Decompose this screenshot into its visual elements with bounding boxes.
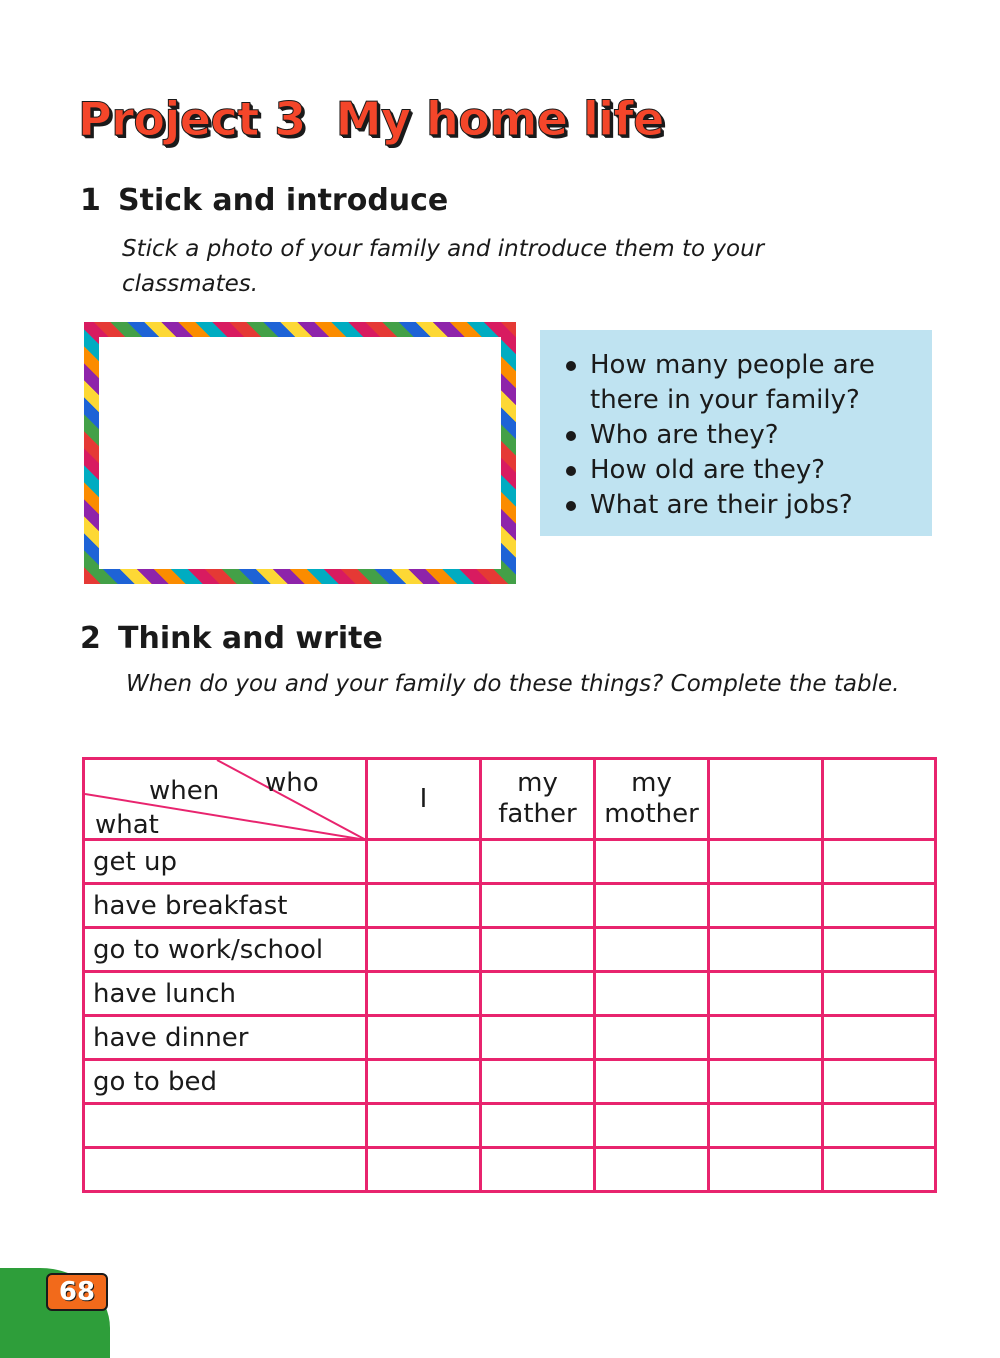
column-header: I [367,759,481,840]
section1-number: 1 [80,183,101,218]
answer-cell[interactable] [595,1016,709,1060]
column-header-text: my father [498,768,577,829]
table-row [84,1016,936,1060]
answer-cell[interactable] [595,840,709,884]
corner-who-label: who [265,768,319,798]
answer-cell[interactable] [709,840,823,884]
answer-cell[interactable] [367,1148,481,1192]
page-number: 68 [46,1273,108,1311]
answer-cell[interactable] [595,884,709,928]
activity-cell: go to work/school [84,928,367,972]
activity-cell: have breakfast [84,884,367,928]
answer-cell[interactable] [595,1104,709,1148]
answer-cell[interactable] [823,840,936,884]
activity-cell: get up [84,840,367,884]
section2-heading [80,621,383,656]
table-row [84,1148,936,1192]
question-item: How many people are there in your family? [562,348,932,418]
photo-placeholder[interactable] [99,337,501,569]
activity-cell[interactable] [84,1148,367,1192]
answer-cell[interactable] [709,884,823,928]
answer-cell[interactable] [367,928,481,972]
answer-cell[interactable] [823,884,936,928]
section1-heading [80,183,448,218]
corner-when-label: when [149,776,220,806]
schedule-table [82,757,937,1193]
answer-cell[interactable] [709,1060,823,1104]
answer-cell[interactable] [823,1060,936,1104]
answer-cell[interactable] [709,1016,823,1060]
answer-cell[interactable] [823,1104,936,1148]
answer-cell[interactable] [481,1104,595,1148]
answer-cell[interactable] [481,884,595,928]
answer-cell[interactable] [481,1016,595,1060]
table-row [84,1060,936,1104]
photo-frame[interactable] [84,322,516,584]
table-row [84,928,936,972]
table-row [84,972,936,1016]
table-row [84,1104,936,1148]
answer-cell[interactable] [481,972,595,1016]
answer-cell[interactable] [367,1060,481,1104]
section2-number: 2 [80,621,101,656]
column-header [823,759,936,840]
answer-cell[interactable] [709,1148,823,1192]
question-box [540,330,932,536]
page-title [78,92,664,146]
project-label: Project 3 [78,92,306,146]
answer-cell[interactable] [823,928,936,972]
activity-cell: have dinner [84,1016,367,1060]
section2-instruction: When do you and your family do these things? Complete the table. [126,671,900,697]
section1-title: Stick and introduce [118,183,449,218]
answer-cell[interactable] [709,972,823,1016]
answer-cell[interactable] [367,1104,481,1148]
section1-instruction: Stick a photo of your family and introduce them to your classmates. [122,236,765,297]
question-item: How old are they? [562,453,932,488]
column-header [595,759,709,840]
answer-cell[interactable] [595,972,709,1016]
answer-cell[interactable] [367,1016,481,1060]
answer-cell[interactable] [823,972,936,1016]
activity-cell: go to bed [84,1060,367,1104]
corner-what-label: what [95,810,159,840]
table-header-row [84,759,936,840]
answer-cell[interactable] [481,840,595,884]
answer-cell[interactable] [481,928,595,972]
project-name: My home life [335,92,664,146]
table-row [84,884,936,928]
answer-cell[interactable] [595,928,709,972]
answer-cell[interactable] [823,1016,936,1060]
section2-title: Think and write [118,621,383,656]
table-row [84,840,936,884]
table-corner-cell [84,759,367,840]
answer-cell[interactable] [481,1148,595,1192]
answer-cell[interactable] [595,1060,709,1104]
answer-cell[interactable] [709,928,823,972]
activity-cell: have lunch [84,972,367,1016]
answer-cell[interactable] [367,884,481,928]
answer-cell[interactable] [823,1148,936,1192]
answer-cell[interactable] [709,1104,823,1148]
column-header [709,759,823,840]
activity-cell[interactable] [84,1104,367,1148]
question-item: What are their jobs? [562,488,932,523]
question-item: Who are they? [562,418,932,453]
question-list [562,348,932,523]
column-header [481,759,595,840]
answer-cell[interactable] [595,1148,709,1192]
answer-cell[interactable] [367,840,481,884]
answer-cell[interactable] [367,972,481,1016]
answer-cell[interactable] [481,1060,595,1104]
column-header-text: my mother [604,768,699,829]
